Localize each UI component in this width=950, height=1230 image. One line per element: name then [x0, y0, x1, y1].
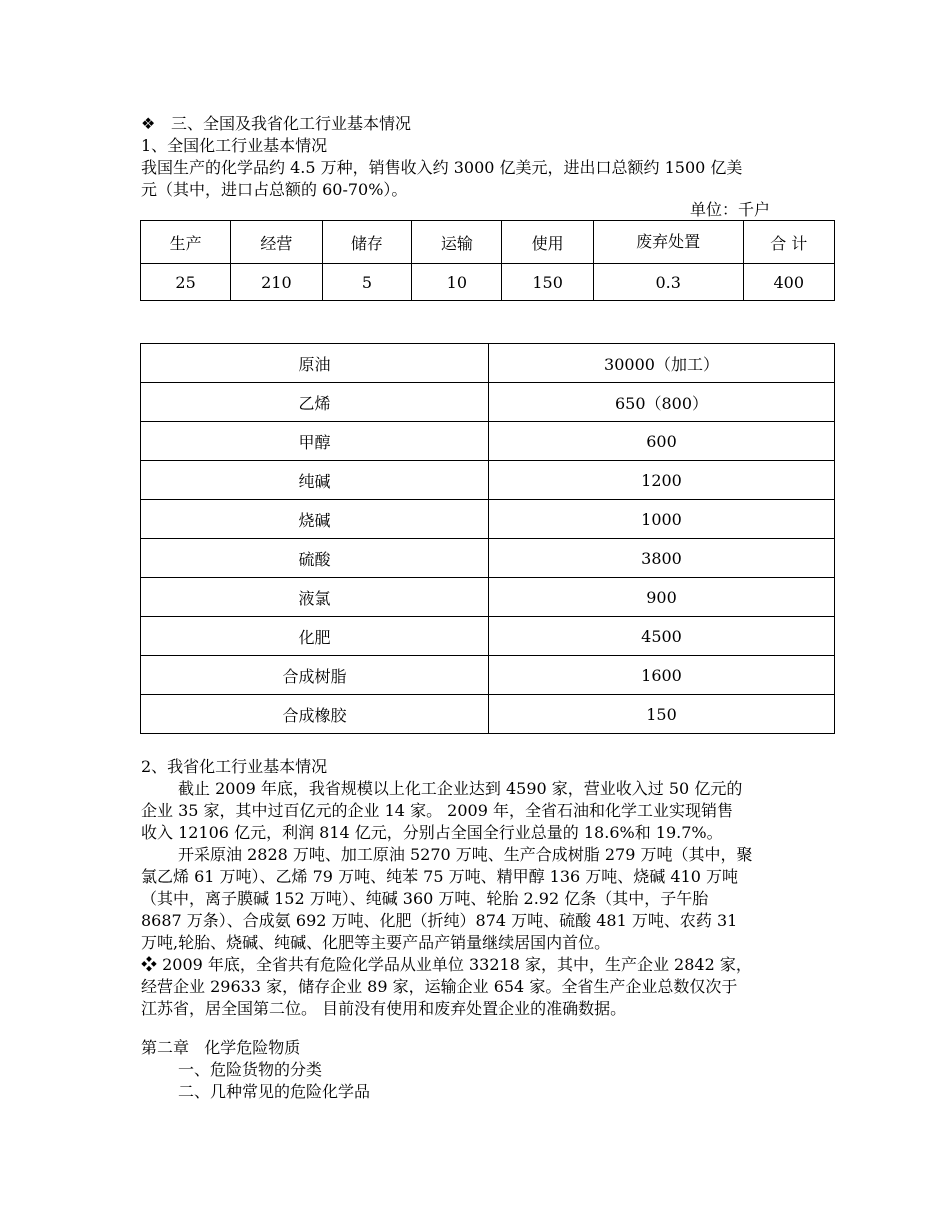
section-heading [141, 113, 411, 135]
product-name: 甲醇 [141, 422, 489, 461]
paragraph-1-line-2: 企业 35 家，其中过百亿元的企业 14 家。 2009 年，全省石油和化学工业实现销售 [141, 801, 733, 820]
paragraph-2-line-4: 8687 万条）、合成氨 692 万吨、化肥（折纯）874 万吨、硫酸 481 万吨、农药 31 [141, 911, 738, 930]
header-cell: 生产 [141, 221, 231, 264]
table-row [141, 578, 835, 617]
table-row [141, 461, 835, 500]
product-name: 乙烯 [141, 383, 489, 422]
table-row [141, 264, 835, 301]
header-cell: 经营 [231, 221, 322, 264]
value-cell: 400 [743, 264, 835, 301]
value-cell: 150 [502, 264, 593, 301]
paragraph-2-line-2: 氯乙烯 61 万吨）、乙烯 79 万吨、纯苯 75 万吨、精甲醇 136 万吨、烧碱 410 万吨 [141, 867, 739, 886]
value-cell: 25 [141, 264, 231, 301]
product-value: 650（800） [489, 383, 835, 422]
table-row [141, 383, 835, 422]
paragraph-2-line-3: （其中，离子膜碱 152 万吨）、纯碱 360 万吨、轮胎 2.92 亿条（其中，子午胎 [141, 889, 709, 908]
paragraph-2-line-1: 开采原油 2828 万吨、加工原油 5270 万吨、生产合成树脂 279 万吨（其中，聚 [178, 845, 753, 864]
product-name: 纯碱 [141, 461, 489, 500]
intro-line-1: 我国生产的化学品约 4.5 万种，销售收入约 3000 亿美元，进出口总额约 1500 亿美 [141, 158, 743, 177]
subsection-title-1: 1、全国化工行业基本情况 [141, 136, 328, 155]
product-name: 合成树脂 [141, 656, 489, 695]
product-value: 30000（加工） [489, 344, 835, 383]
product-value: 600 [489, 422, 835, 461]
intro-line-2: 元（其中，进口占总额的 60-70%）。 [141, 180, 408, 199]
table-row [141, 656, 835, 695]
value-cell: 0.3 [593, 264, 743, 301]
header-cell: 废弃处置 [593, 221, 743, 264]
table-row [141, 617, 835, 656]
paragraph-3-line-3: 江苏省，居全国第二位。 目前没有使用和废弃处置企业的准确数据。 [141, 999, 627, 1018]
header-cell: 储存 [322, 221, 412, 264]
chapter-title: 第二章 化学危险物质 [141, 1038, 301, 1057]
production-table [140, 343, 835, 734]
product-name: 液氯 [141, 578, 489, 617]
header-cell: 运输 [412, 221, 502, 264]
value-cell: 10 [412, 264, 502, 301]
diamond-bullet-icon: ❖ [141, 114, 156, 133]
paragraph-1-line-1: 截止 2009 年底，我省规模以上化工企业达到 4590 家，营业收入过 50 亿元的 [178, 779, 743, 798]
table-row [141, 344, 835, 383]
paragraph-1-line-3: 收入 12106 亿元，利润 814 亿元，分别占全国全行业总量的 18.6%和 19.7%。 [141, 823, 723, 842]
product-value: 1600 [489, 656, 835, 695]
chapter-item-1: 一、危险货物的分类 [178, 1060, 323, 1079]
product-name: 硫酸 [141, 539, 489, 578]
table-row [141, 539, 835, 578]
unit-label: 单位：千户 [690, 200, 771, 219]
enterprise-count-table [140, 220, 835, 301]
subsection-title-2: 2、我省化工行业基本情况 [141, 757, 328, 776]
product-value: 3800 [489, 539, 835, 578]
header-cell: 合 计 [743, 221, 835, 264]
product-value: 1000 [489, 500, 835, 539]
value-cell: 5 [322, 264, 412, 301]
product-value: 900 [489, 578, 835, 617]
product-value: 4500 [489, 617, 835, 656]
section-title: 三、全国及我省化工行业基本情况 [171, 114, 412, 133]
table-row [141, 500, 835, 539]
header-cell: 使用 [502, 221, 593, 264]
product-name: 原油 [141, 344, 489, 383]
product-name: 烧碱 [141, 500, 489, 539]
chapter-item-2: 二、几种常见的危险化学品 [178, 1082, 371, 1101]
value-cell: 210 [231, 264, 322, 301]
product-name: 化肥 [141, 617, 489, 656]
table-header-row [141, 221, 835, 264]
paragraph-2-line-5: 万吨,轮胎、烧碱、纯碱、化肥等主要产品产销量继续居国内首位。 [141, 933, 611, 952]
paragraph-3-line-1: ❖ 2009 年底，全省共有危险化学品从业单位 33218 家，其中，生产企业 2842 家， [141, 955, 752, 974]
table-row [141, 695, 835, 734]
product-name: 合成橡胶 [141, 695, 489, 734]
product-value: 150 [489, 695, 835, 734]
table-row [141, 422, 835, 461]
paragraph-3-line-2: 经营企业 29633 家，储存企业 89 家，运输企业 654 家。全省生产企业总数仅次于 [141, 977, 738, 996]
product-value: 1200 [489, 461, 835, 500]
